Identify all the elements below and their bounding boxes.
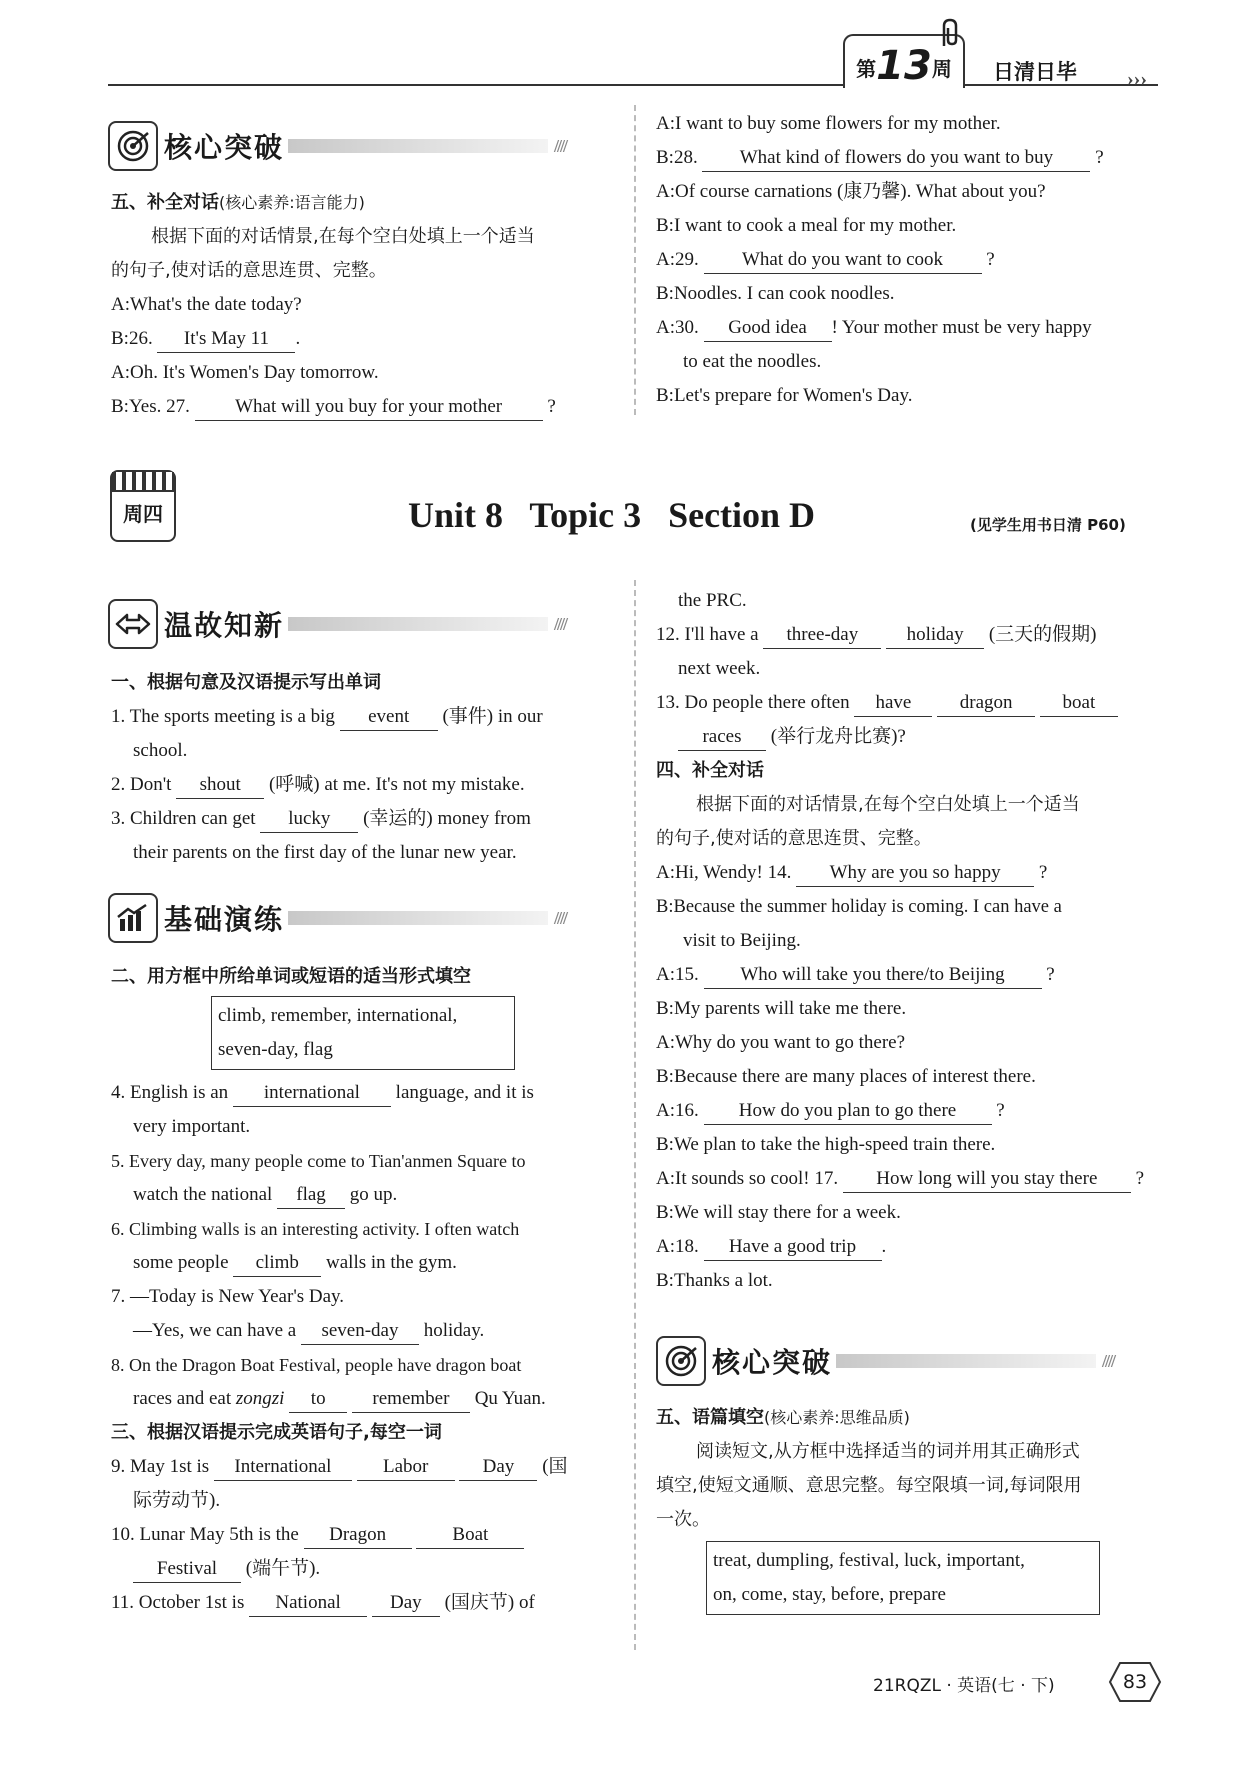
dialogue-line: B:We will stay there for a week. xyxy=(656,1202,901,1223)
answer-blank: to xyxy=(289,1386,347,1413)
instruction: 根据下面的对话情景,在每个空白处填上一个适当 xyxy=(696,794,1080,815)
dialogue-line: to eat the noodles. xyxy=(683,351,822,372)
dialogue-line: B:Noodles. I can cook noodles. xyxy=(656,283,895,304)
instruction: 填空,使短文通顺、意思完整。每空限填一词,每词限用 xyxy=(656,1475,1082,1496)
answer-blank: Boat xyxy=(416,1522,524,1549)
section-heading: 二、用方框中所给单词或短语的适当形式填空 xyxy=(111,966,471,987)
section-heading-note: (核心素养:语言能力) xyxy=(219,193,365,212)
banner-basic-practice xyxy=(108,890,566,946)
question-item: 13. Do people there often have dragon boat xyxy=(656,686,1176,720)
question-item: 5. Every day, many people come to Tian'anmen Square to xyxy=(111,1151,526,1171)
banner-title: 温故知新 xyxy=(164,609,285,642)
page-number-badge xyxy=(1108,1660,1162,1704)
answer-blank: Dragon xyxy=(304,1522,412,1549)
question-cont: school. xyxy=(133,740,188,761)
question-cont: their parents on the first day of the lunar new year. xyxy=(133,842,517,863)
word-box xyxy=(211,996,515,1070)
dialogue-line: A:15. Who will take you there/to Beijing ? xyxy=(656,958,1176,992)
answer-blank: Why are you so happy xyxy=(796,860,1034,887)
dialogue-line: B:Yes. 27. What will you buy for your mother ? xyxy=(111,390,621,424)
unit-title: Unit 8 Topic 3 Section D xyxy=(408,495,816,535)
clip-icon xyxy=(940,18,962,48)
instruction: 一次。 xyxy=(656,1509,710,1530)
right-column-part1 xyxy=(656,584,1176,1298)
question-item: 2. Don't shout (呼喊) at me. It's not my mistake. xyxy=(111,768,621,802)
instruction: 根据下面的对话情景,在每个空白处填上一个适当 xyxy=(151,226,535,247)
question-item: 3. Children can get lucky (幸运的) money from xyxy=(111,802,621,836)
answer-blank: boat xyxy=(1040,690,1118,717)
answer-blank: event xyxy=(340,704,438,731)
answer-blank: have xyxy=(854,690,932,717)
section-heading-note: (核心素养:思维品质) xyxy=(764,1408,910,1427)
question-item: 12. I'll have a three-day holiday (三天的假期) xyxy=(656,618,1176,652)
section-heading: 五、语篇填空 xyxy=(656,1407,764,1428)
instruction: 阅读短文,从方框中选择适当的词并用其正确形式 xyxy=(696,1441,1080,1462)
week-number: 13 xyxy=(876,43,932,89)
answer-blank: seven-day xyxy=(301,1318,419,1345)
section-heading: 一、根据句意及汉语提示写出单词 xyxy=(111,672,381,693)
answer-blank: Good idea xyxy=(704,315,832,342)
column-divider xyxy=(634,105,636,415)
header-title: 日清日毕 xyxy=(993,60,1077,84)
target-icon xyxy=(656,1336,706,1386)
dialogue-line: B:Let's prepare for Women's Day. xyxy=(656,385,913,406)
answer-blank: Day xyxy=(372,1590,440,1617)
answer-blank: races xyxy=(678,724,766,751)
section-heading: 四、补全对话 xyxy=(656,760,764,781)
dialogue-line: A:I want to buy some flowers for my mother. xyxy=(656,113,1001,134)
dialogue-line: A:Oh. It's Women's Day tomorrow. xyxy=(111,362,379,383)
question-item: 8. On the Dragon Boat Festival, people have dragon boat xyxy=(111,1355,522,1375)
question-cont: —Yes, we can have a seven-day holiday. xyxy=(111,1314,631,1348)
answer-blank: International xyxy=(214,1454,352,1481)
dialogue-line: visit to Beijing. xyxy=(683,930,801,951)
top-right-column xyxy=(656,107,1176,413)
question-cont: the PRC. xyxy=(678,590,747,611)
answer-blank: holiday xyxy=(886,622,984,649)
dialogue-line: B:28. What kind of flowers do you want to buy ? xyxy=(656,141,1176,175)
dialogue-line: B:I want to cook a meal for my mother. xyxy=(656,215,957,236)
answer-blank: remember xyxy=(352,1386,470,1413)
dialogue-line: B:We plan to take the high-speed train there. xyxy=(656,1134,996,1155)
question-item: 10. Lunar May 5th is the Dragon Boat xyxy=(111,1518,631,1552)
right-column-part2 xyxy=(656,1401,1176,1615)
answer-blank: flag xyxy=(277,1182,345,1209)
banner-bar xyxy=(836,1354,1096,1368)
dialogue-line: A:Hi, Wendy! 14. Why are you so happy ? xyxy=(656,856,1176,890)
banner-slashes: //// xyxy=(554,613,567,634)
week-suffix: 周 xyxy=(931,57,952,81)
banner-title: 基础演练 xyxy=(164,903,285,936)
instruction: 的句子,使对话的意思连贯、完整。 xyxy=(656,828,932,849)
banner-slashes: //// xyxy=(1102,1350,1115,1371)
banner-review xyxy=(108,596,566,652)
answer-blank: It's May 11 xyxy=(157,326,295,353)
answer-blank: How long will you stay there xyxy=(843,1166,1131,1193)
banner-slashes: //// xyxy=(554,135,567,156)
section-heading: 三、根据汉语提示完成英语句子,每空一词 xyxy=(111,1422,442,1443)
page-header xyxy=(0,0,1250,100)
answer-blank: lucky xyxy=(260,806,358,833)
dialogue-line: B:Thanks a lot. xyxy=(656,1270,773,1291)
column-divider xyxy=(634,580,636,1650)
word-box-line: seven-day, flag xyxy=(218,1039,333,1060)
question-item: 1. The sports meeting is a big event (事件) in our xyxy=(111,700,621,734)
badge-top xyxy=(112,472,174,492)
answer-blank: shout xyxy=(176,772,264,799)
question-cont: next week. xyxy=(678,658,761,679)
dialogue-line: A:It sounds so cool! 17. How long will you stay there ? xyxy=(656,1162,1176,1196)
answer-blank: Labor xyxy=(357,1454,455,1481)
top-left-column xyxy=(111,186,621,424)
dialogue-line: A:29. What do you want to cook ? xyxy=(656,243,1176,277)
answer-blank: international xyxy=(233,1080,391,1107)
question-item: 7. —Today is New Year's Day. xyxy=(111,1286,345,1307)
left-column-part1 xyxy=(111,666,621,870)
dialogue-line: B:26. It's May 11 . xyxy=(111,322,621,356)
word-box-line: treat, dumpling, festival, luck, important, xyxy=(713,1550,1025,1571)
header-arrows: ››› xyxy=(1127,68,1147,90)
dialogue-line: A:16. How do you plan to go there ? xyxy=(656,1094,1176,1128)
dialogue-line: A:30. Good idea ! Your mother must be very happy xyxy=(656,311,1176,345)
page-number: 83 xyxy=(1122,1671,1148,1693)
question-item: 6. Climbing walls is an interesting activity. I often watch xyxy=(111,1219,520,1239)
arrows-icon xyxy=(108,599,158,649)
answer-blank: Day xyxy=(459,1454,537,1481)
answer-blank: National xyxy=(249,1590,367,1617)
question-item: 4. English is an international language, and it is xyxy=(111,1076,631,1110)
word-box-line: climb, remember, international, xyxy=(218,1005,458,1026)
question-item: 9. May 1st is International Labor Day (国 xyxy=(111,1450,631,1484)
question-cont: races (举行龙舟比赛)? xyxy=(656,720,1176,754)
question-cont: races and eat zongzi to remember Qu Yuan. xyxy=(111,1382,631,1416)
dialogue-line: A:Of course carnations (康乃馨). What about you? xyxy=(656,181,1046,202)
answer-blank: dragon xyxy=(937,690,1035,717)
answer-blank: three-day xyxy=(763,622,881,649)
banner-core-breakthrough-top xyxy=(108,118,566,174)
answer-blank: Festival xyxy=(133,1556,241,1583)
bar-chart-icon xyxy=(108,893,158,943)
dialogue-line: A:Why do you want to go there? xyxy=(656,1032,906,1053)
banner-title: 核心突破 xyxy=(712,1346,833,1379)
answer-blank: Who will take you there/to Beijing xyxy=(704,962,1042,989)
banner-bar xyxy=(288,911,548,925)
dialogue-line: B:My parents will take me there. xyxy=(656,998,907,1019)
unit-reference: (见学生用书日清 P60) xyxy=(970,516,1126,534)
dialogue-line: A:What's the date today? xyxy=(111,294,302,315)
dialogue-line: A:18. Have a good trip . xyxy=(656,1230,1176,1264)
banner-bar xyxy=(288,139,548,153)
question-item: 11. October 1st is National Day (国庆节) of xyxy=(111,1586,631,1620)
question-cont: Festival (端午节). xyxy=(111,1552,631,1586)
banner-core-breakthrough-bottom xyxy=(656,1333,1114,1389)
dialogue-line: B:Because the summer holiday is coming. I can have a xyxy=(656,897,1062,917)
answer-blank: How do you plan to go there xyxy=(704,1098,992,1125)
footer-code: 21RQZL · 英语(七 · 下) xyxy=(873,1676,1055,1696)
answer-blank: Have a good trip xyxy=(704,1234,882,1261)
word-box-line: on, come, stay, before, prepare xyxy=(713,1584,946,1605)
question-cont: very important. xyxy=(133,1116,251,1137)
target-icon xyxy=(108,121,158,171)
answer-blank: What kind of flowers do you want to buy xyxy=(702,145,1090,172)
banner-slashes: //// xyxy=(554,907,567,928)
answer-blank: What will you buy for your mother xyxy=(195,394,543,421)
banner-title: 核心突破 xyxy=(164,131,285,164)
day-badge-label: 周四 xyxy=(123,502,163,526)
question-cont: 际劳动节). xyxy=(133,1490,221,1511)
section-heading: 五、补全对话 xyxy=(111,192,219,213)
word-box xyxy=(706,1541,1100,1615)
banner-bar xyxy=(288,617,548,631)
dialogue-line: B:Because there are many places of interest there. xyxy=(656,1066,1036,1087)
instruction: 的句子,使对话的意思连贯、完整。 xyxy=(111,260,387,281)
question-cont: some people climb walls in the gym. xyxy=(111,1246,631,1280)
answer-blank: What do you want to cook xyxy=(704,247,982,274)
day-badge xyxy=(110,470,176,542)
left-column-part2 xyxy=(111,960,631,1620)
week-prefix: 第 xyxy=(856,57,877,81)
answer-blank: climb xyxy=(233,1250,321,1277)
question-cont: watch the national flag go up. xyxy=(111,1178,631,1212)
